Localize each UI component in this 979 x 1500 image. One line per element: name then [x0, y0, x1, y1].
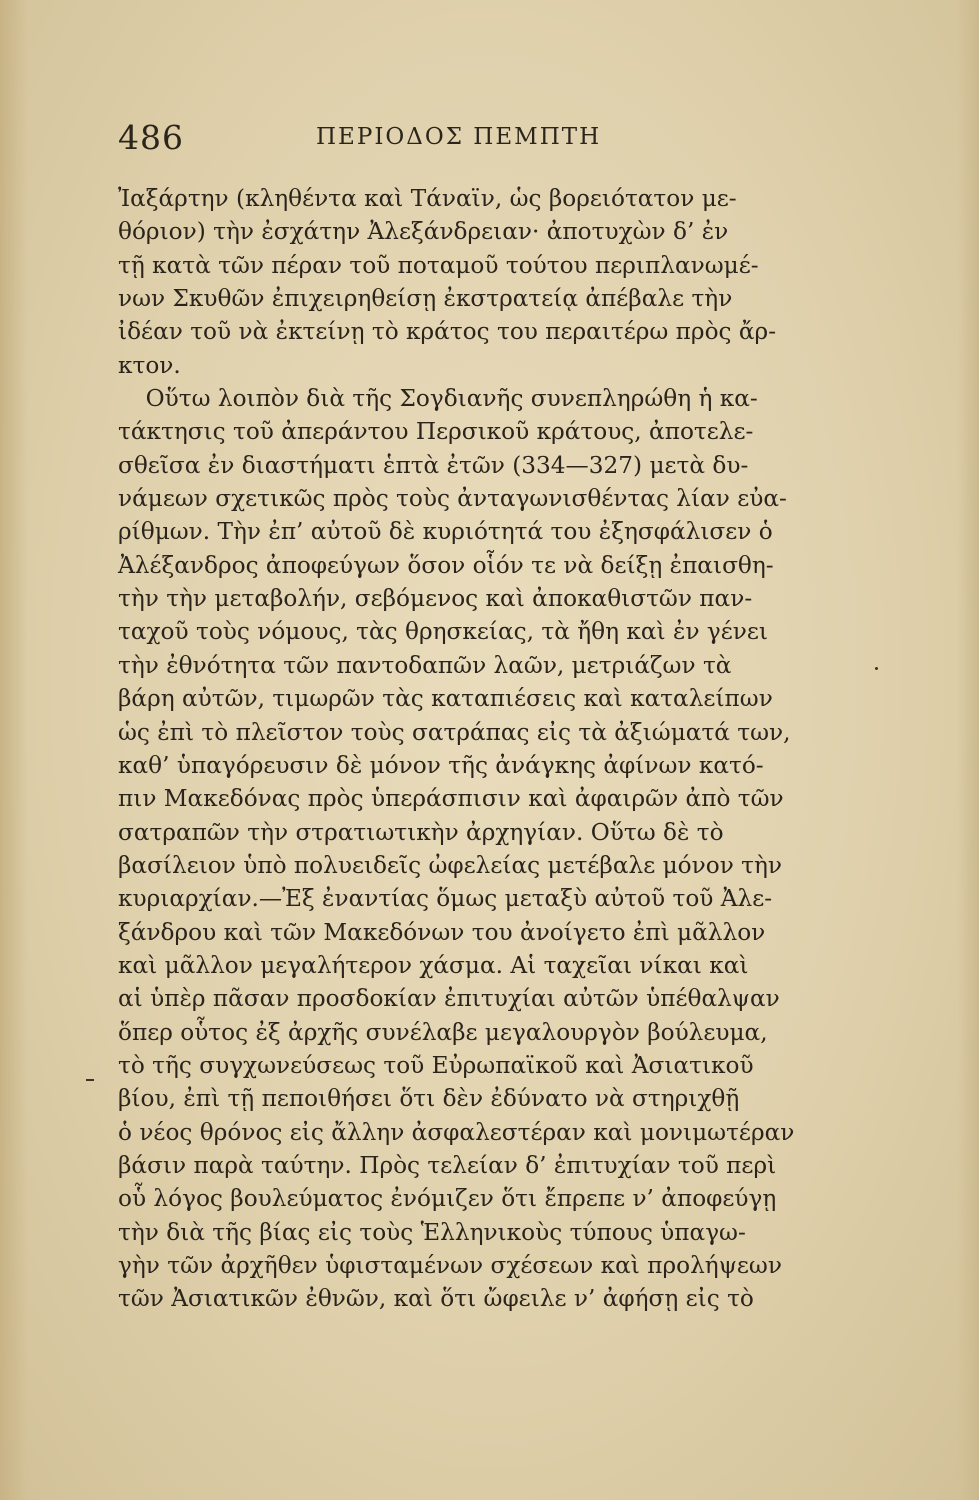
text-line: ταχοῦ τοὺς νόμους, τὰς θρησκείας, τὰ ἤθη καὶ ἐν γένει: [118, 617, 769, 646]
page-edge-shadow-left: [0, 0, 28, 1500]
text-line: τὴν τὴν μεταβολήν, σεβόμενος καὶ ἀποκαθιστῶν παν-: [118, 584, 753, 613]
text-line: τῶν Ἀσιατικῶν ἐθνῶν, καὶ ὅτι ὤφειλε ν’ ἀφήσῃ εἰς τὸ: [118, 1284, 754, 1313]
text-line: τὴν διὰ τῆς βίας εἰς τοὺς Ἑλληνικοὺς τύπους ὑπαγω-: [118, 1217, 746, 1246]
margin-mark: [86, 1079, 94, 1081]
text-line: καθ’ ὑπαγόρευσιν δὲ μόνον τῆς ἀνάγκης ἀφίνων κατό-: [118, 750, 764, 779]
text-line: πιν Μακεδόνας πρὸς ὑπεράσπισιν καὶ ἀφαιρῶν ἀπὸ τῶν: [118, 784, 784, 813]
text-line: κτον.: [118, 350, 181, 379]
text-line: νάμεων σχετικῶς πρὸς τοὺς ἀνταγωνισθέντας λίαν εὐα-: [118, 484, 787, 513]
text-line: βάρη αὐτῶν, τιμωρῶν τὰς καταπιέσεις καὶ καταλείπων: [118, 684, 773, 713]
page-header: [118, 118, 878, 168]
text-line: θόριον) τὴν ἐσχάτην Ἀλεξάνδρειαν· ἀποτυχὼν δ’ ἐν: [118, 217, 729, 246]
text-line: τάκτησις τοῦ ἀπεράντου Περσικοῦ κράτους, ἀποτελε-: [118, 417, 754, 446]
text-line: ξάνδρου καὶ τῶν Μακεδόνων του ἀνοίγετο ἐπὶ μᾶλλον: [118, 917, 766, 946]
text-line: βασίλειον ὑπὸ πολυειδεῖς ὠφελείας μετέβαλε μόνον τὴν: [118, 850, 783, 879]
text-line: τὴν ἐθνότητα τῶν παντοδαπῶν λαῶν, μετριάζων τὰ: [118, 650, 732, 679]
text-line: Οὕτω λοιπὸν διὰ τῆς Σογδιανῆς συνεπληρώθη ἡ κα-: [145, 384, 758, 413]
text-line: ἰδέαν τοῦ νὰ ἐκτείνῃ τὸ κράτος του περαιτέρω πρὸς ἄρ-: [118, 317, 777, 346]
text-line: τῇ κατὰ τῶν πέραν τοῦ ποταμοῦ τούτου περιπλανωμέ-: [118, 250, 759, 279]
text-line: τὸ τῆς συγχωνεύσεως τοῦ Εὐρωπαϊκοῦ καὶ Ἀσιατικοῦ: [118, 1050, 754, 1079]
text-line: κυριαρχίαν.—Ἐξ ἐναντίας ὅμως μεταξὺ αὐτοῦ τοῦ Ἀλε-: [118, 884, 773, 913]
text-line: νων Σκυθῶν ἐπιχειρηθείσῃ ἐκστρατείᾳ ἀπέβαλε τὴν: [118, 284, 733, 313]
running-title: ΠΕΡΙΟΔΟΣ ΠΕΜΠΤΗ: [316, 124, 602, 150]
text-line: ὅπερ οὗτος ἐξ ἀρχῆς συνέλαβε μεγαλουργὸν βούλευμα,: [118, 1017, 768, 1046]
text-line: σατραπῶν τὴν στρατιωτικὴν ἀρχηγίαν. Οὕτω δὲ τὸ: [118, 817, 724, 846]
text-line: ὡς ἐπὶ τὸ πλεῖστον τοὺς σατράπας εἰς τὰ ἀξιώματά των,: [118, 717, 791, 746]
body-text: [118, 182, 888, 1316]
ink-dot: [875, 667, 878, 670]
text-line: Ἀλέξανδρος ἀποφεύγων ὅσον οἷόν τε νὰ δείξῃ ἐπαισθη-: [118, 550, 774, 579]
text-line: ὁ νέος θρόνος εἰς ἄλλην ἀσφαλεστέραν καὶ μονιμωτέραν: [118, 1117, 795, 1146]
text-line: βίου, ἐπὶ τῇ πεποιθήσει ὅτι δὲν ἐδύνατο νὰ στηριχθῇ: [118, 1084, 740, 1113]
text-line: βάσιν παρὰ ταύτην. Πρὸς τελείαν δ’ ἐπιτυχίαν τοῦ περὶ: [118, 1150, 777, 1179]
text-line: Ἰαξάρτην (κληθέντα καὶ Τάναϊν, ὡς βορειότατον με-: [118, 184, 737, 212]
text-line: ρίθμων. Τὴν ἐπ’ αὐτοῦ δὲ κυριότητά του ἐξησφάλισεν ὁ: [118, 517, 773, 546]
page-number: 486: [118, 118, 184, 157]
text-line: αἱ ὑπὲρ πᾶσαν προσδοκίαν ἐπιτυχίαι αὐτῶν ὑπέθαλψαν: [118, 984, 780, 1013]
text-line: γὴν τῶν ἀρχῆθεν ὑφισταμένων σχέσεων καὶ προλήψεων: [118, 1251, 782, 1279]
text-line: καὶ μᾶλλον μεγαλήτερον χάσμα. Αἱ ταχεῖαι νίκαι καὶ: [118, 950, 749, 979]
page-edge-shadow-right: [957, 0, 979, 1500]
text-line: σθεῖσα ἐν διαστήματι ἑπτὰ ἐτῶν (334—327) μετὰ δυ-: [118, 450, 749, 479]
text-line: οὗ λόγος βουλεύματος ἐνόμιζεν ὅτι ἔπρεπε ν’ ἀποφεύγῃ: [118, 1184, 777, 1213]
